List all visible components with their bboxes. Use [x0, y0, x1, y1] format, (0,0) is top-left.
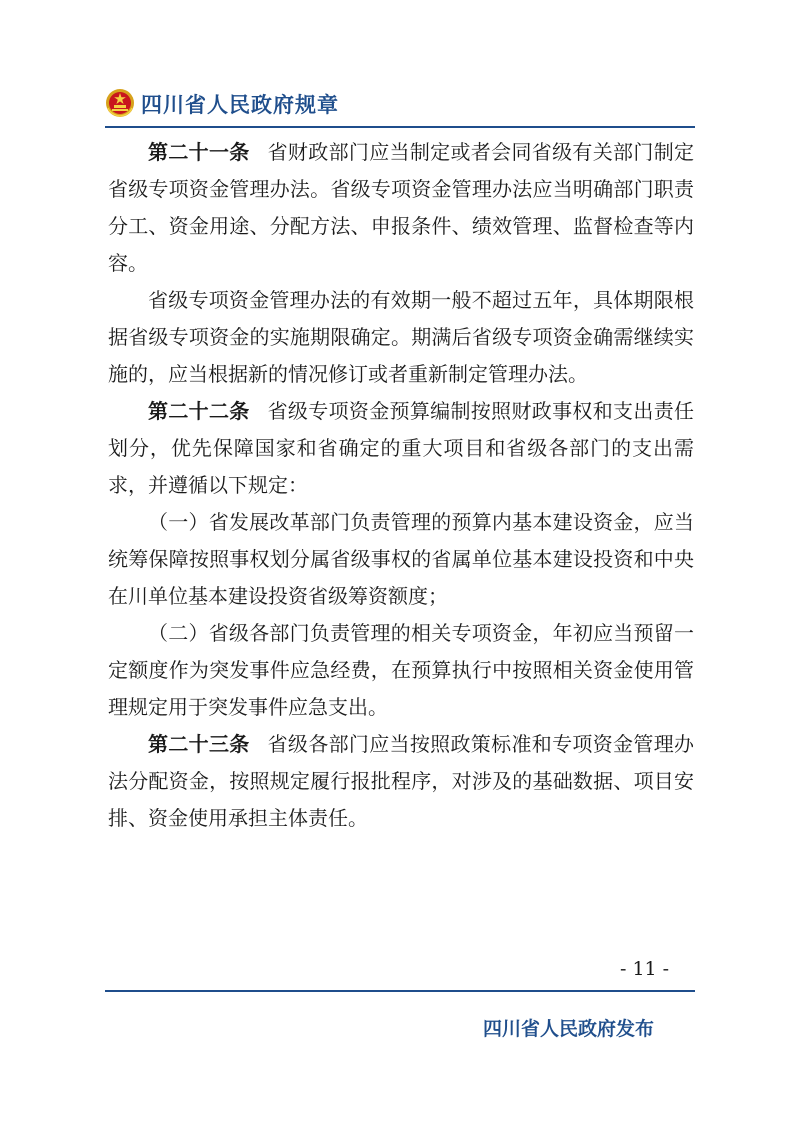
header-title: 四川省人民政府规章: [141, 93, 339, 117]
article-text: 省财政部门应当制定或者会同省级有关部门制定省级专项资金管理办法。省级专项资金管理办法应当明确部门职责分工、资金用途、分配方法、申报条件、绩效管理、监督检查等内容。: [108, 140, 695, 275]
page-number: - 11 -: [620, 958, 670, 980]
paragraph-text: 省级专项资金管理办法的有效期一般不超过五年，具体期限根据省级专项资金的实施期限确定。期满后省级专项资金确需继续实施的，应当根据新的情况修订或者重新制定管理办法。: [108, 288, 694, 386]
article-text: 省级专项资金预算编制按照财政事权和支出责任划分，优先保障国家和省确定的重大项目和省级各部门的支出需求，并遵循以下规定：: [108, 399, 695, 497]
item-text: （一）省发展改革部门负责管理的预算内基本建设资金，应当统筹保障按照事权划分属省级事权的省属单位基本建设投资和中央在川单位基本建设投资省级筹资额度；: [108, 510, 694, 608]
item-text: （二）省级各部门负责管理的相关专项资金，年初应当预留一定额度作为突发事件应急经费，在预算执行中按照相关资金使用管理规定用于突发事件应急支出。: [108, 621, 694, 719]
article-heading: 第二十二条: [148, 399, 250, 423]
national-emblem-icon: [105, 88, 135, 118]
article-22: [108, 393, 694, 504]
footer-divider: [105, 990, 695, 992]
publisher-label: 四川省人民政府发布: [483, 1018, 655, 1040]
article-22-item-2: [108, 615, 694, 726]
article-23: [108, 726, 694, 837]
document-body: [108, 134, 694, 837]
article-21: [108, 134, 694, 282]
article-21-paragraph-2: [108, 282, 694, 393]
article-22-item-1: [108, 504, 694, 615]
article-text: 省级各部门应当按照政策标准和专项资金管理办法分配资金，按照规定履行报批程序，对涉及的基础数据、项目安排、资金使用承担主体责任。: [108, 732, 695, 830]
header-divider: [105, 126, 695, 128]
article-heading: 第二十一条: [148, 140, 250, 164]
page-header: [105, 84, 695, 124]
article-heading: 第二十三条: [148, 732, 250, 756]
